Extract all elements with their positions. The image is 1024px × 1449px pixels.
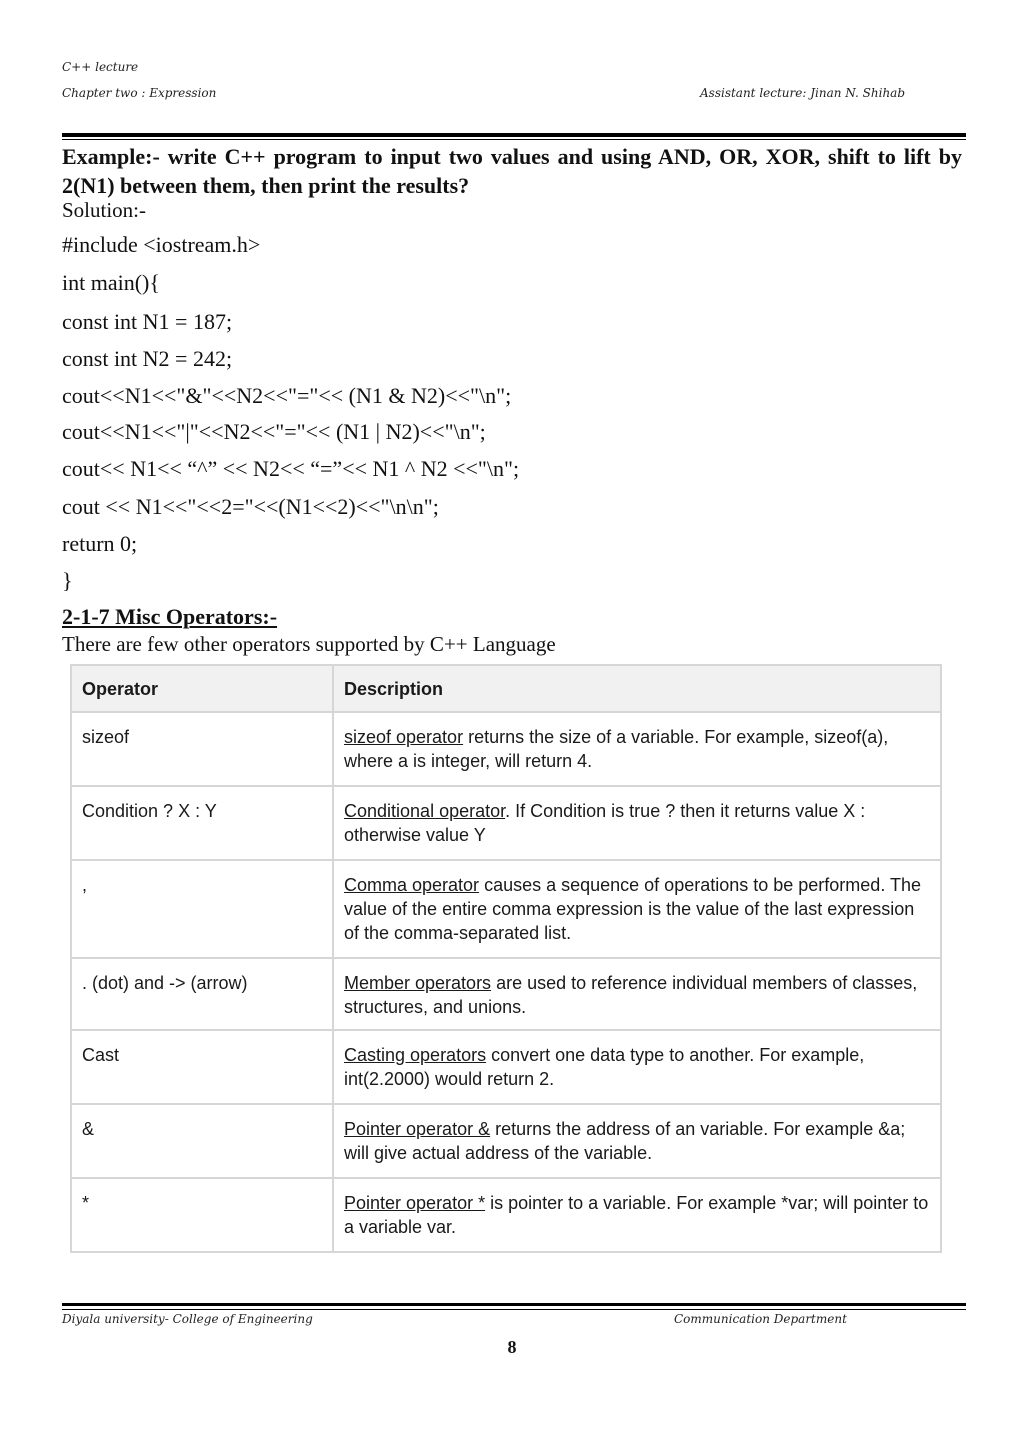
operator-cell: , bbox=[71, 860, 333, 958]
page-number: 8 bbox=[507, 1337, 517, 1357]
header-author: Assistant lecture: Jinan N. Shihab bbox=[700, 86, 906, 100]
header-operator: Operator bbox=[71, 665, 333, 712]
operator-cell: sizeof bbox=[71, 712, 333, 786]
footer-department: Communication Department bbox=[674, 1312, 847, 1326]
description-text: convert one data type to another. For example, int(2.2000) would return 2. bbox=[344, 1045, 865, 1089]
code-line: int main(){ bbox=[62, 270, 160, 295]
operator-link[interactable]: Pointer operator & bbox=[344, 1119, 491, 1139]
code-line: cout<<N1<<"|"<<N2<<"="<< (N1 | N2)<<"\n"; bbox=[62, 419, 486, 444]
operator-cell: Condition ? X : Y bbox=[71, 786, 333, 860]
header-rule bbox=[62, 133, 966, 137]
description-cell bbox=[333, 1030, 941, 1104]
operator-link[interactable]: sizeof operator bbox=[344, 727, 464, 747]
code-line: cout << N1<<"<<2="<<(N1<<2)<<"\n\n"; bbox=[62, 494, 439, 519]
solution-label: Solution:- bbox=[62, 198, 147, 222]
example-question: Example:- write C++ program to input two values and using AND, OR, XOR, shift to lift by 2(N1) between them, then print the results? bbox=[62, 144, 962, 198]
operators-table bbox=[70, 664, 942, 1253]
table-row bbox=[71, 1030, 941, 1104]
description-text: are used to reference individual members of classes, structures, and unions. bbox=[344, 973, 918, 1017]
operator-link[interactable]: Conditional operator bbox=[344, 801, 506, 821]
description-text: is pointer to a variable. For example *var; will pointer to a variable var. bbox=[344, 1193, 929, 1237]
table-row bbox=[71, 786, 941, 860]
code-line: cout<< N1<< “^” << N2<< “=”<< N1 ^ N2 <<"\n"; bbox=[62, 456, 520, 481]
code-line: const int N2 = 242; bbox=[62, 346, 233, 371]
code-line: cout<<N1<<"&"<<N2<<"="<< (N1 & N2)<<"\n"; bbox=[62, 383, 512, 408]
description-cell bbox=[333, 958, 941, 1030]
description-text: causes a sequence of operations to be performed. The value of the entire comma expression is the value of the last expression of the comma-separated list. bbox=[344, 875, 922, 943]
description-cell bbox=[333, 1104, 941, 1178]
operator-link[interactable]: Pointer operator * bbox=[344, 1193, 486, 1213]
footer-rule-thin bbox=[62, 1309, 966, 1310]
description-cell bbox=[333, 1178, 941, 1252]
description-cell bbox=[333, 712, 941, 786]
table-row bbox=[71, 1178, 941, 1252]
operator-cell: & bbox=[71, 1104, 333, 1178]
table-header-row bbox=[71, 665, 941, 712]
operator-link[interactable]: Comma operator bbox=[344, 875, 480, 895]
section-intro: There are few other operators supported by C++ Language bbox=[62, 632, 556, 656]
code-line: } bbox=[62, 568, 73, 593]
header-course: C++ lecture bbox=[62, 60, 139, 74]
table-row bbox=[71, 958, 941, 1030]
operator-link[interactable]: Member operators bbox=[344, 973, 492, 993]
code-line: return 0; bbox=[62, 531, 138, 556]
table-row bbox=[71, 712, 941, 786]
table-row bbox=[71, 1104, 941, 1178]
section-title: 2-1-7 Misc Operators:- bbox=[62, 604, 278, 629]
operator-link[interactable]: Casting operators bbox=[344, 1045, 487, 1065]
footer-rule bbox=[62, 1303, 966, 1306]
header-chapter: Chapter two : Expression bbox=[62, 86, 217, 100]
header-rule-thin bbox=[62, 139, 966, 140]
table-row bbox=[71, 860, 941, 958]
header-description: Description bbox=[333, 665, 941, 712]
description-text: . If Condition is true ? then it returns value X : otherwise value Y bbox=[344, 801, 866, 845]
operator-cell: . (dot) and -> (arrow) bbox=[71, 958, 333, 1030]
description-text: returns the address of an variable. For example &a; will give actual address of the variable. bbox=[344, 1119, 906, 1163]
operator-cell: * bbox=[71, 1178, 333, 1252]
code-line: #include <iostream.h> bbox=[62, 232, 261, 257]
operator-cell: Cast bbox=[71, 1030, 333, 1104]
description-cell bbox=[333, 786, 941, 860]
description-cell bbox=[333, 860, 941, 958]
footer-university: Diyala university- College of Engineering bbox=[62, 1312, 313, 1326]
description-text: returns the size of a variable. For example, sizeof(a), where a is integer, will return 4. bbox=[344, 727, 889, 771]
code-line: const int N1 = 187; bbox=[62, 309, 233, 334]
